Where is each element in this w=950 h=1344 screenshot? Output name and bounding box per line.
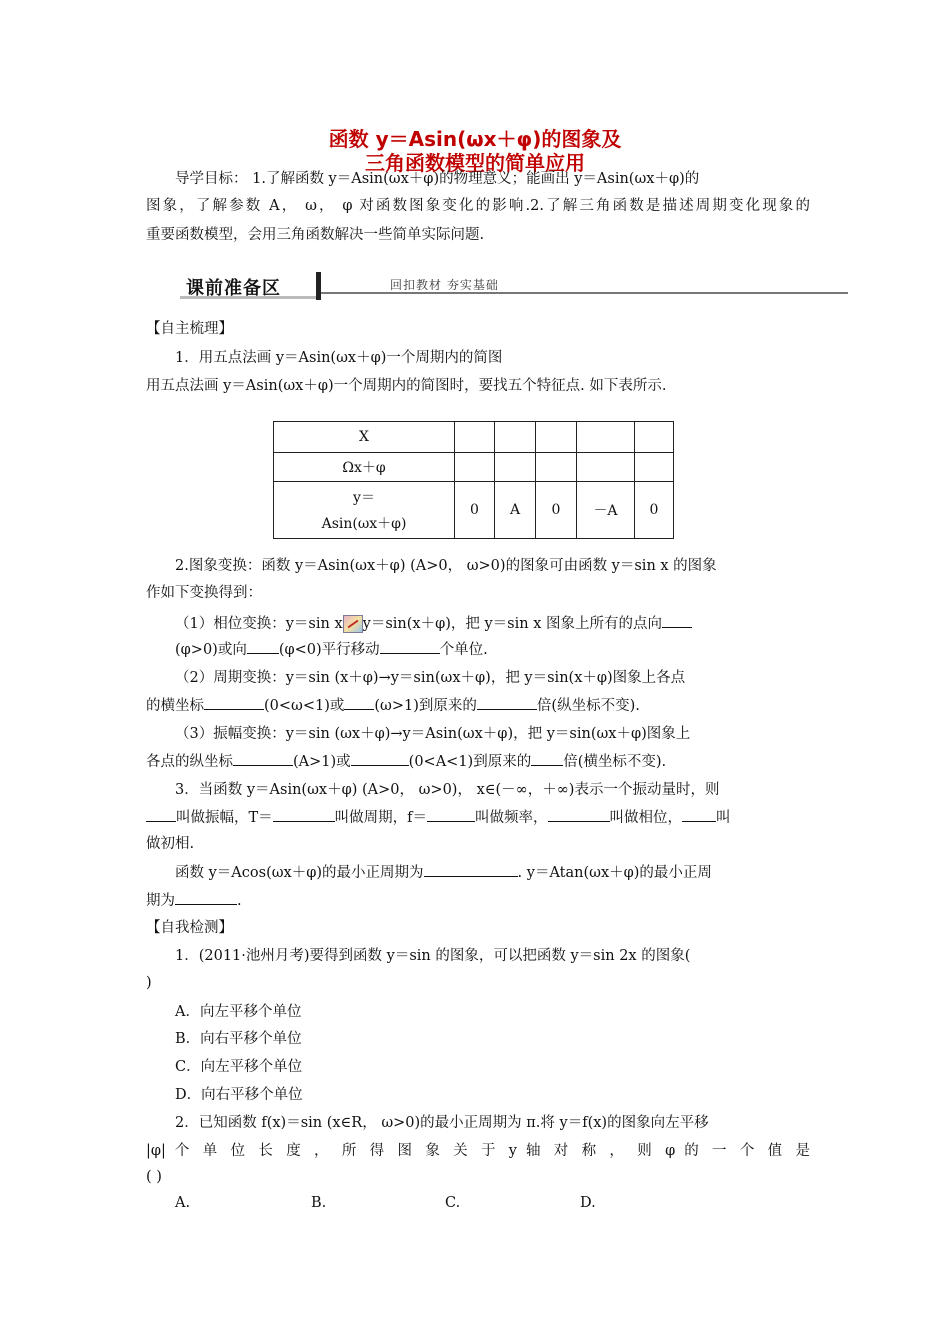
table-cell: [495, 453, 536, 482]
blank: [344, 695, 374, 710]
amp-b1: 各点的纵坐标: [146, 754, 233, 770]
table-row3-label-a: y＝: [353, 490, 375, 506]
blank: [273, 807, 335, 822]
period-b2: (0<ω<1)或: [264, 698, 345, 714]
oscillation-line-c: 做初相.: [146, 836, 195, 852]
period-b3: (ω>1)到原来的: [374, 698, 477, 714]
q2-line-a: 2．已知函数 f(x)＝sin (x∈R， ω>0)的最小正周期为 π.将 y＝f(x)的图象向左平移: [175, 1115, 709, 1131]
section-banner: [180, 272, 848, 300]
objectives-line-1: 导学目标： 1.了解函数 y＝Asin(ωx＋φ)的物理意义；能画出 y＝Asin(ωx＋φ)的: [175, 171, 700, 187]
blank: [247, 639, 279, 654]
phase-b2: (φ<0)平行移动: [278, 642, 380, 658]
amp-b2: (A>1)或: [293, 754, 351, 770]
table-row3-label: [274, 482, 455, 539]
table-value: 0: [536, 482, 577, 539]
osc-b1: 叫做振幅，T＝: [176, 810, 273, 826]
osc-d1: 函数 y＝Acos(ωx＋φ)的最小正周期为: [175, 865, 424, 881]
phase-a1: （1）相位变换：y＝sin x: [175, 616, 343, 632]
osc-b5: 叫: [716, 810, 731, 826]
osc-b2: 叫做周期，f＝: [334, 810, 428, 826]
osc-d2: . y＝Atan(ωx＋φ)的最小正周: [517, 865, 712, 881]
period-b1: 的横坐标: [146, 698, 204, 714]
osc-b3: 叫做频率，: [475, 810, 548, 826]
blank: [682, 807, 716, 822]
osc-e2: .: [237, 893, 242, 909]
blank: [146, 807, 176, 822]
selfcheck-heading: 【自我检测】: [146, 920, 233, 936]
oscillation-line-d: [175, 862, 810, 883]
review-item1-text: 用五点法画 y＝Asin(ωx＋φ)一个周期内的简图时，要找五个特征点. 如下表所示.: [146, 378, 667, 394]
table-cell: [577, 453, 635, 482]
q1-line-a: 1．(2011·池州月考)要得到函数 y＝sin 的图象，可以把函数 y＝sin 2x 的图象(: [175, 948, 691, 964]
q2-line-b: |φ| 个 单 位 长 度 ， 所 得 图 象 关 于 y 轴 对 称 ， 则 φ 的 一 个 值 是: [146, 1143, 810, 1159]
q1-line-b: ): [146, 975, 152, 991]
q1-option-a: A．向左平移个单位: [175, 1004, 302, 1020]
arrow-image-icon: [343, 615, 363, 633]
banner-bar: [316, 272, 321, 300]
objectives-line-3: 重要函数模型，会用三角函数解决一些简单实际问题.: [146, 227, 485, 243]
table-cell: [455, 422, 495, 453]
title-line-2: 三角函数模型的简单应用: [365, 151, 585, 175]
q2-option-b: B.: [311, 1195, 327, 1211]
blank: [427, 807, 475, 822]
table-cell: [495, 422, 536, 453]
banner-title: 课前准备区: [186, 278, 281, 299]
q2-option-c: C.: [445, 1195, 461, 1211]
blank: [351, 751, 409, 766]
osc-b4: 叫做相位，: [609, 810, 683, 826]
five-point-table: [273, 421, 674, 539]
table-cell: [635, 422, 674, 453]
review-heading: 【自主梳理】: [146, 321, 233, 337]
q2-option-a: A.: [175, 1195, 191, 1211]
q2-line-c: ( ): [146, 1169, 162, 1185]
table-cell: [536, 422, 577, 453]
table-value: 0: [455, 482, 495, 539]
q1-option-c: C．向左平移个单位: [175, 1059, 303, 1075]
amp-b4: 倍(横坐标不变).: [563, 754, 667, 770]
title-line-1: 函数 y＝Asin(ωx＋φ)的图象及: [328, 127, 622, 151]
phase-line-b: [175, 639, 810, 660]
table-value: A: [495, 482, 536, 539]
amp-line-a: （3）振幅变换：y＝sin (ωx＋φ)→y＝Asin(ωx＋φ)，把 y＝sin(ωx＋φ)图象上: [175, 726, 691, 742]
blank: [477, 695, 537, 710]
table-value: －A: [577, 482, 635, 539]
q1-option-d: D．向右平移个单位: [175, 1087, 303, 1103]
transform-intro-b: 作如下变换得到：: [146, 585, 262, 601]
blank: [548, 807, 610, 822]
blank: [424, 862, 518, 877]
table-cell: [455, 453, 495, 482]
period-line-a: （2）周期变换：y＝sin (x＋φ)→y＝sin(ωx＋φ)，把 y＝sin(x＋φ)图象上各点: [175, 670, 686, 686]
table-row1-label: X: [274, 422, 455, 453]
blank: [175, 890, 237, 905]
objectives-line-2: 图象，了解参数 A， ω， φ 对函数图象变化的影响.2.了解三角函数是描述周期变化现象的: [146, 198, 810, 214]
table-cell: [635, 453, 674, 482]
phase-b1: (φ>0)或向: [175, 642, 247, 658]
review-item1-title: 1．用五点法画 y＝Asin(ωx＋φ)一个周期内的简图: [175, 350, 503, 366]
oscillation-line-e: [146, 890, 810, 911]
banner-subtitle: 回扣教材 夯实基础: [390, 278, 499, 292]
phase-b3: 个单位.: [439, 642, 488, 658]
period-b4: 倍(纵坐标不变).: [536, 698, 640, 714]
blank: [233, 751, 293, 766]
transform-intro-a: 2.图象变换：函数 y＝Asin(ωx＋φ) (A>0， ω>0)的图象可由函数 y＝sin x 的图象: [175, 558, 717, 574]
q1-option-b: B．向右平移个单位: [175, 1031, 302, 1047]
oscillation-line-b: [146, 807, 810, 828]
table-value: 0: [635, 482, 674, 539]
oscillation-line-a: 3．当函数 y＝Asin(ωx＋φ) (A>0， ω>0)， x∈(－∞，＋∞)表示一个振动量时，则: [175, 782, 720, 798]
phase-line-a: [175, 613, 810, 634]
phase-a2: y＝sin(x＋φ)，把 y＝sin x 图象上所有的点向: [362, 616, 662, 632]
period-line-b: [146, 695, 810, 716]
table-row2-label: Ωx＋φ: [274, 453, 455, 482]
q2-option-d: D.: [580, 1195, 596, 1211]
osc-e1: 期为: [146, 893, 175, 909]
amp-line-b: [146, 751, 810, 772]
blank: [662, 613, 692, 628]
table-row3-label-b: Asin(ωx＋φ): [321, 516, 407, 532]
blank: [380, 639, 440, 654]
table-cell: [536, 453, 577, 482]
table-cell: [577, 422, 635, 453]
blank: [531, 751, 563, 766]
blank: [204, 695, 264, 710]
amp-b3: (0<A<1)到原来的: [408, 754, 532, 770]
